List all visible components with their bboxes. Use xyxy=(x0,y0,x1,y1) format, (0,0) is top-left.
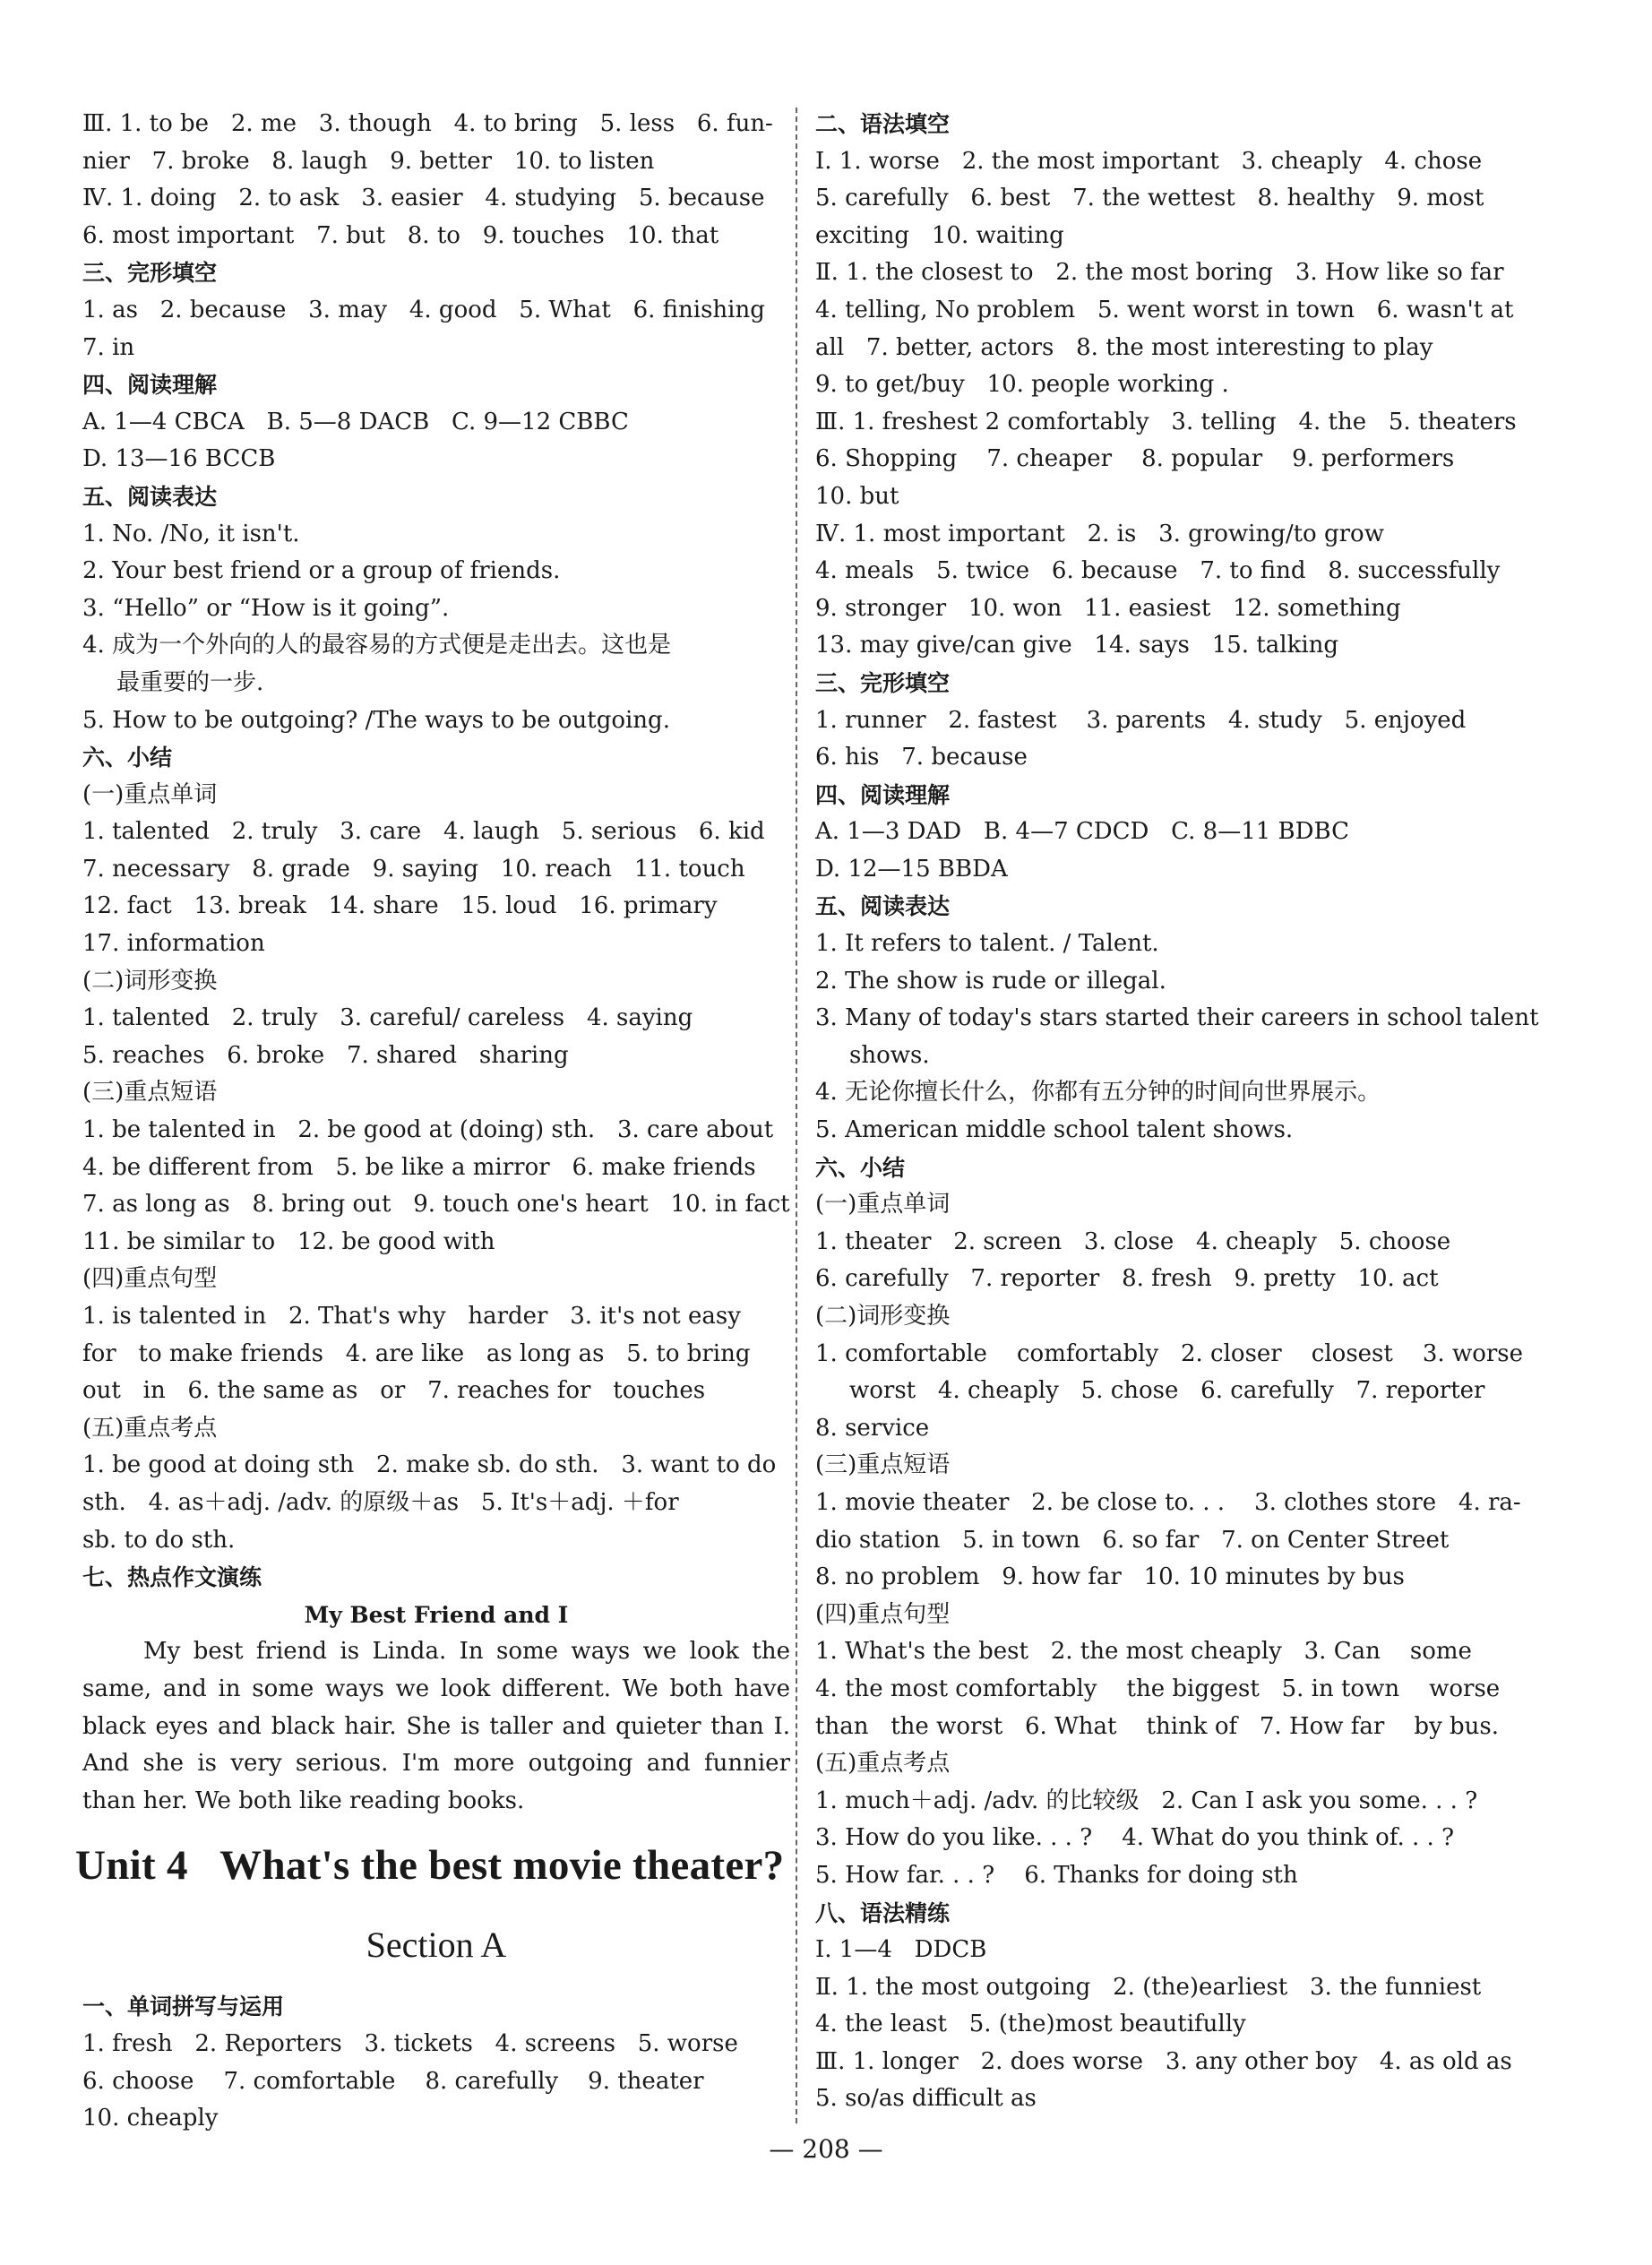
answer-line: 1. be good at doing sth 2. make sb. do sth. 3. want to do xyxy=(82,1451,777,1479)
essay-paragraph: My best friend is Linda. In some ways we look the same, and in some ways we look different. We both have black eyes and black hair. She is taller and quieter than I. And she is very serious. I'm more outgoing and funnier than her. We both like reading books. xyxy=(82,1638,790,1814)
section-heading: 三、完形填空 xyxy=(815,669,951,696)
answer-line: 3. How do you like. . . ? 4. What do you think of. . . ? xyxy=(815,1824,1455,1852)
answer-line: Ⅱ. 1. the closest to 2. the most boring 3. How like so far xyxy=(815,259,1504,287)
answer-line: D. 12—15 BBDA xyxy=(815,855,1008,883)
answer-line: 1. much＋adj. /adv. 的比较级 2. Can I ask you some. . . ? xyxy=(815,1787,1478,1814)
answer-line: 3. “Hello” or “How is it going”. xyxy=(82,594,450,622)
answer-line: 1. It refers to talent. / Talent. xyxy=(815,930,1159,958)
answer-line: 11. be similar to 12. be good with xyxy=(82,1227,495,1255)
answer-line: 7. in xyxy=(82,333,135,361)
answer-line: 最重要的一步. xyxy=(116,668,264,696)
answer-line: 9. to get/buy 10. people working . xyxy=(815,371,1229,399)
answer-line: dio station 5. in town 6. so far 7. on Center Street xyxy=(815,1526,1450,1554)
answer-line: 1. movie theater 2. be close to. . . 3. clothes store 4. ra- xyxy=(815,1488,1521,1516)
answer-line: 10. cheaply xyxy=(82,2105,219,2132)
answer-line: 6. Shopping 7. cheaper 8. popular 9. performers xyxy=(815,445,1455,473)
answer-line: Ⅳ. 1. doing 2. to ask 3. easier 4. studying 5. because xyxy=(82,185,765,212)
answer-line: 5. so/as difficult as xyxy=(815,2085,1037,2113)
answer-line: 6. choose 7. comfortable 8. carefully 9. theater xyxy=(82,2067,704,2095)
answer-line: 5. American middle school talent shows. xyxy=(815,1116,1294,1144)
answer-line: worst 4. cheaply 5. chose 6. carefully 7. reporter xyxy=(849,1377,1485,1405)
section-heading: 四、阅读理解 xyxy=(815,781,951,808)
answer-line: 13. may give/can give 14. says 15. talking xyxy=(815,632,1339,659)
answer-line: all 7. better, actors 8. the most interesting to play xyxy=(815,333,1433,361)
answer-line: A. 1—4 CBCA B. 5—8 DACB C. 9—12 CBBC xyxy=(82,408,629,435)
answer-line: 5. How to be outgoing? /The ways to be outgoing. xyxy=(82,706,670,734)
sub-heading: (三)重点短语 xyxy=(82,1079,218,1107)
section-heading: 八、语法精练 xyxy=(815,1899,951,1926)
answer-line: 4. telling, No problem 5. went worst in town 6. wasn't at xyxy=(815,296,1514,323)
answer-line: Ⅳ. 1. most important 2. is 3. growing/to grow xyxy=(815,520,1384,547)
answer-line: 6. most important 7. but 8. to 9. touches 10. that xyxy=(82,221,719,249)
column-divider xyxy=(796,108,797,2123)
answer-line: 1. runner 2. fastest 3. parents 4. study 5. enjoyed xyxy=(815,706,1467,734)
answer-line: 1. fresh 2. Reporters 3. tickets 4. screens 5. worse xyxy=(82,2029,738,2057)
sub-heading: (四)重点句型 xyxy=(82,1265,218,1293)
sub-heading: (二)词形变换 xyxy=(82,967,218,995)
answer-line: 1. is talented in 2. That's why harder 3. it's not easy xyxy=(82,1303,741,1330)
answer-line: 4. the most comfortably the biggest 5. in town worse xyxy=(815,1675,1501,1702)
answer-line: than the worst 6. What think of 7. How far by bus. xyxy=(815,1712,1500,1740)
section-heading: 七、热点作文演练 xyxy=(82,1564,262,1591)
sub-heading: (五)重点考点 xyxy=(82,1414,218,1442)
answer-line: 4. meals 5. twice 6. because 7. to find 8. successfully xyxy=(815,557,1501,585)
sub-heading: (一)重点单词 xyxy=(815,1191,951,1219)
answer-line: 12. fact 13. break 14. share 15. loud 16. primary xyxy=(82,892,718,920)
answer-line: nier 7. broke 8. laugh 9. better 10. to listen xyxy=(82,147,655,175)
section-heading: 三、完形填空 xyxy=(82,260,218,287)
answer-line: Ⅱ. 1. the most outgoing 2. (the)earliest 3. the funniest xyxy=(815,1973,1482,2001)
section-heading: 五、阅读表达 xyxy=(82,483,218,510)
answer-line: 6. carefully 7. reporter 8. fresh 9. pretty 10. act xyxy=(815,1265,1439,1293)
answer-line: exciting 10. waiting xyxy=(815,221,1064,249)
answer-line: 8. no problem 9. how far 10. 10 minutes by bus xyxy=(815,1563,1405,1591)
answer-line: 1. No. /No, it isn't. xyxy=(82,520,300,547)
answer-line: 1. talented 2. truly 3. care 4. laugh 5. serious 6. kid xyxy=(82,818,765,846)
answer-line: sth. 4. as＋adj. /adv. 的原级＋as 5. It's＋adj. ＋for xyxy=(82,1488,679,1516)
sub-heading: (二)词形变换 xyxy=(815,1303,951,1330)
section-heading: 四、阅读理解 xyxy=(82,372,218,399)
answer-line: Ⅰ. 1—4 DDCB xyxy=(815,1936,987,1964)
answer-line: 1. theater 2. screen 3. close 4. cheaply 5. choose xyxy=(815,1227,1451,1255)
answer-line: Ⅲ. 1. freshest 2 comfortably 3. telling 4. the 5. theaters xyxy=(815,408,1517,435)
answer-line: 2. The show is rude or illegal. xyxy=(815,967,1166,995)
answer-line: A. 1—3 DAD B. 4—7 CDCD C. 8—11 BDBC xyxy=(815,818,1349,846)
answer-line: 17. information xyxy=(82,930,265,958)
answer-line: 4. the least 5. (the)most beautifully xyxy=(815,2011,1246,2038)
left-column xyxy=(75,106,790,2138)
answer-line: 6. his 7. because xyxy=(815,744,1028,771)
sub-heading: (五)重点考点 xyxy=(815,1750,951,1778)
answer-line: 5. reaches 6. broke 7. shared sharing xyxy=(82,1041,569,1069)
answer-line: sb. to do sth. xyxy=(82,1526,236,1554)
section-heading: 一、单词拼写与运用 xyxy=(82,1994,285,2020)
answer-line: D. 13—16 BCCB xyxy=(82,445,276,473)
section-heading: 五、阅读表达 xyxy=(815,893,951,920)
sub-heading: (一)重点单词 xyxy=(82,780,218,808)
answer-line: 1. as 2. because 3. may 4. good 5. What 6. finishing xyxy=(82,296,765,323)
answer-line: 5. How far. . . ? 6. Thanks for doing sth xyxy=(815,1861,1298,1889)
answer-line: 4. be different from 5. be like a mirror 6. make friends xyxy=(82,1153,756,1181)
answer-line: Ⅲ. 1. longer 2. does worse 3. any other boy 4. as old as xyxy=(815,2047,1512,2075)
answer-line: for to make friends 4. are like as long as 5. to bring xyxy=(82,1339,751,1367)
sub-heading: (四)重点句型 xyxy=(815,1600,951,1628)
answer-line: 9. stronger 10. won 11. easiest 12. something xyxy=(815,594,1401,622)
unit-title: Unit 4 What's the best movie theater? xyxy=(75,1842,785,1890)
answer-line: 5. carefully 6. best 7. the wettest 8. healthy 9. most xyxy=(815,185,1484,212)
answer-line: Ⅰ. 1. worse 2. the most important 3. cheaply 4. chose xyxy=(815,147,1483,175)
answer-line: 10. but xyxy=(815,482,899,510)
sub-heading: (三)重点短语 xyxy=(815,1451,951,1479)
answer-line: 1. What's the best 2. the most cheaply 3. Can some xyxy=(815,1638,1472,1666)
answer-line: 1. talented 2. truly 3. careful/ careless 4. saying xyxy=(82,1004,693,1032)
answer-line: Ⅲ. 1. to be 2. me 3. though 4. to bring 5. less 6. fun- xyxy=(82,110,773,137)
answer-line: 4. 无论你擅长什么，你都有五分钟的时间向世界展示。 xyxy=(815,1079,1381,1107)
answer-line: 7. as long as 8. bring out 9. touch one's heart 10. in fact xyxy=(82,1191,790,1219)
right-column xyxy=(815,106,1539,2118)
answer-line: shows. xyxy=(849,1041,930,1069)
answer-line: out in 6. the same as or 7. reaches for touches xyxy=(82,1377,706,1405)
answer-line: 1. comfortable comfortably 2. closer closest 3. worse xyxy=(815,1339,1524,1367)
answer-line: 2. Your best friend or a group of friends. xyxy=(82,557,561,585)
answer-line: 7. necessary 8. grade 9. saying 10. reach 11. touch xyxy=(82,855,745,883)
answer-line: 8. service xyxy=(815,1414,930,1442)
answer-line: 3. Many of today's stars started their careers in school talent xyxy=(815,1004,1539,1032)
section-heading: 六、小结 xyxy=(815,1154,906,1181)
answer-line: 4. 成为一个外向的人的最容易的方式便是走出去。这也是 xyxy=(82,632,672,659)
section-title: Section A xyxy=(366,1925,507,1966)
answer-line: 1. be talented in 2. be good at (doing) sth. 3. care about xyxy=(82,1116,774,1144)
essay-title: My Best Friend and I xyxy=(304,1601,569,1628)
section-heading: 二、语法填空 xyxy=(815,111,951,137)
page-number: — 208 — xyxy=(769,2134,883,2164)
section-heading: 六、小结 xyxy=(82,745,173,771)
